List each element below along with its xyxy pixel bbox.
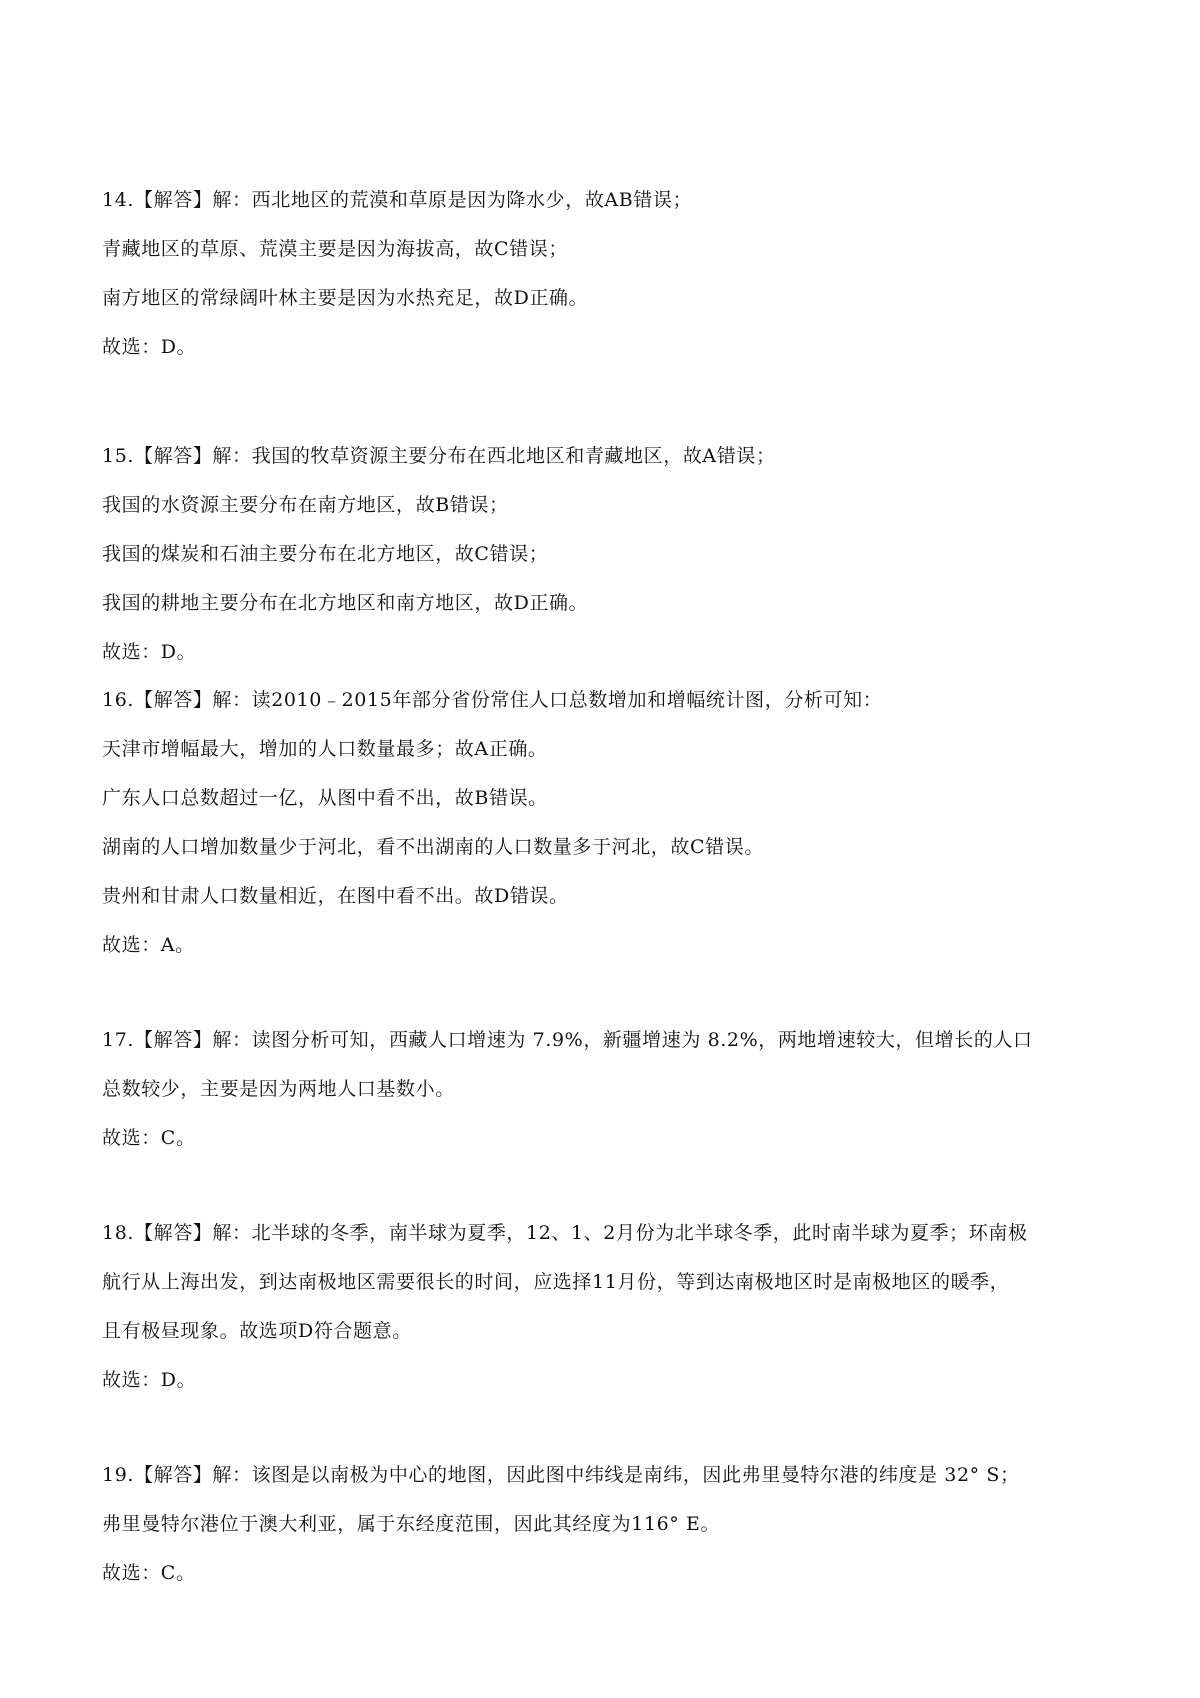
answer-16-line-2: 天津市增幅最大，增加的人口数量最多；故A正确。 — [102, 738, 548, 760]
answer-19-line-2: 弗里曼特尔港位于澳大利亚，属于东经度范围，因此其经度为116° E。 — [102, 1513, 721, 1535]
answer-16-line-4: 湖南的人口增加数量少于河北，看不出湖南的人口数量多于河北，故C错误。 — [102, 836, 764, 858]
answer-15-line-1: 15.【解答】解：我国的牧草资源主要分布在西北地区和青藏地区，故A错误； — [102, 445, 776, 467]
answer-14-line-1: 14.【解答】解：西北地区的荒漠和草原是因为降水少，故AB错误； — [102, 189, 693, 211]
answer-18-line-2: 航行从上海出发，到达南极地区需要很长的时间，应选择11月份，等到达南极地区时是南极地区的暖季， — [102, 1271, 1010, 1293]
answer-14-choice: 故选：D。 — [102, 336, 197, 358]
answer-14-line-3: 南方地区的常绿阔叶林主要是因为水热充足，故D正确。 — [102, 287, 589, 309]
answer-16-line-5: 贵州和甘肃人口数量相近，在图中看不出。故D错误。 — [102, 885, 569, 907]
answer-16-line-1: 16.【解答】解：读2010﹣2015年部分省份常住人口总数增加和增幅统计图，分析可知： — [102, 689, 883, 711]
answer-18-line-3: 且有极昼现象。故选项D符合题意。 — [102, 1320, 412, 1342]
answer-18-line-1: 18.【解答】解：北半球的冬季，南半球为夏季，12、1、2月份为北半球冬季，此时南半球为夏季；环南极 — [102, 1222, 1028, 1244]
answer-15-choice: 故选：D。 — [102, 641, 197, 663]
answer-15-line-4: 我国的耕地主要分布在北方地区和南方地区，故D正确。 — [102, 592, 589, 614]
answer-19-choice: 故选：C。 — [102, 1562, 196, 1584]
answer-16-line-3: 广东人口总数超过一亿，从图中看不出，故B错误。 — [102, 787, 548, 809]
answer-17-choice: 故选：C。 — [102, 1127, 196, 1149]
answer-17-line-2: 总数较少，主要是因为两地人口基数小。 — [102, 1078, 455, 1100]
answer-14-line-2: 青藏地区的草原、荒漠主要是因为海拔高，故C错误； — [102, 238, 568, 260]
answer-15-line-3: 我国的煤炭和石油主要分布在北方地区，故C错误； — [102, 543, 549, 565]
answer-16-choice: 故选：A。 — [102, 934, 195, 956]
answer-18-choice: 故选：D。 — [102, 1369, 197, 1391]
answer-15-line-2: 我国的水资源主要分布在南方地区，故B错误； — [102, 494, 509, 516]
answer-17-line-1: 17.【解答】解：读图分析可知，西藏人口增速为 7.9%，新疆增速为 8.2%，两地增速较大，但增长的人口 — [102, 1029, 1033, 1051]
answer-19-line-1: 19.【解答】解：该图是以南极为中心的地图，因此图中纬线是南纬，因此弗里曼特尔港的纬度是 32° S； — [102, 1464, 1020, 1486]
